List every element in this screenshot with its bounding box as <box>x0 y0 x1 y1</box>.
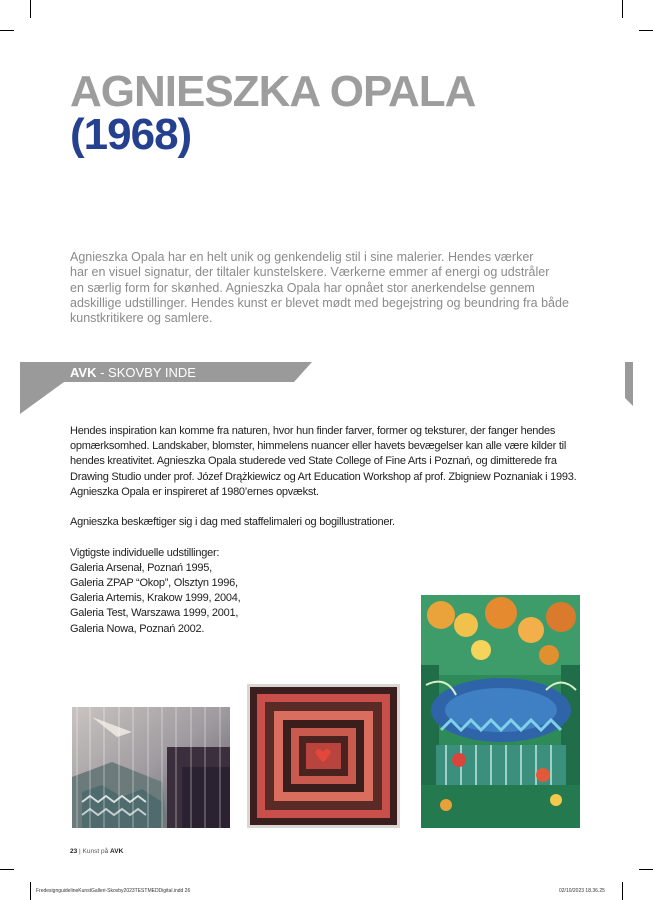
intro-line: kunstkritikere og samlere. <box>70 311 213 326</box>
exhibition-item: Galeria Artemis, Krakow 1999, 2004, <box>70 592 241 605</box>
page-number: 23 <box>70 848 78 855</box>
crop-mark <box>622 0 623 18</box>
body-line: Drawing Studio under prof. Józef Drążkiewicz og Art Education Workshop af prof. Zbigniew Poznaniak i 1993. <box>70 470 577 483</box>
body-line: opmærksomhed. Landskaber, blomster, himmelens nuancer eller havets bevægelser kan alle være kilder til <box>70 440 567 453</box>
banner-label <box>70 365 196 380</box>
intro-line: Agnieszka Opala har en helt unik og genkendelig stil i sine malerier. Hendes værker <box>70 250 534 264</box>
crop-mark <box>639 869 653 870</box>
exhibitions-title: Vigtigste individuelle udstillinger: <box>70 546 220 559</box>
banner-brand: AVK <box>70 365 97 380</box>
exhibition-item: Galeria Arsenał, Poznań 1995, <box>70 561 212 574</box>
exhibition-item: Galeria Nowa, Poznań 2002. <box>70 622 205 635</box>
page-edge-tab <box>625 362 633 406</box>
artist-name: AGNIESZKA OPALA <box>70 67 476 116</box>
crop-mark <box>622 882 623 900</box>
body-line: Hendes inspiration kan komme fra naturen, hvor hun finder farver, former og teksturer, der fanger hendes <box>70 425 556 437</box>
body-line: Agnieszka Opala er inspireret af 1980’ernes opvækst. <box>70 485 319 498</box>
publication-prefix: Kunst på <box>82 848 111 855</box>
body-line: hendes kreativitet. Agnieszka Opala studerede ved State College of Fine Arts i Poznań, og dimitterede fra <box>70 455 557 468</box>
crop-mark <box>639 30 653 31</box>
artwork-concentric-squares <box>247 684 400 828</box>
intro-line: adskillige udstillinger. Hendes kunst er blevet mødt med begejstring og beundring fra både <box>70 295 569 310</box>
intro-line: en særlig form for skønhed. Agnieszka Opala har opnået stor anerkendelse gennem <box>70 280 535 295</box>
banner-location: SKOVBY INDE <box>108 365 196 380</box>
exhibition-item: Galeria ZPAP “Okop”, Olsztyn 1996, <box>70 577 238 589</box>
intro-line: har en visuel signatur, der tiltaler kunstelskere. Værkerne emmer af energi og udstråler <box>70 265 550 280</box>
footer-divider: | <box>77 848 83 855</box>
body-line: Agnieszka beskæftiger sig i dag med staffelimaleri og bogillustrationer. <box>70 516 395 529</box>
print-slug-timestamp: 02/10/2023 18.36.25 <box>559 888 605 894</box>
exhibition-item: Galeria Test, Warszawa 1999, 2001, <box>70 607 239 620</box>
section-banner <box>20 362 315 414</box>
intro-paragraph <box>70 250 590 326</box>
print-slug-file: FredesignguidelineKunstGalleri-Skovby2023TESTMEDDigital.indd 26 <box>36 888 191 894</box>
artwork-rain-landscape <box>72 707 230 828</box>
crop-mark <box>30 882 31 900</box>
page-footer <box>70 848 123 855</box>
crop-mark <box>0 30 14 31</box>
artist-year: (1968) <box>70 110 192 159</box>
crop-mark <box>30 0 31 18</box>
banner-separator: - <box>96 365 109 380</box>
artwork-colorful-garden <box>421 595 580 828</box>
publication-brand: AVK <box>110 848 124 855</box>
crop-mark <box>0 869 14 870</box>
